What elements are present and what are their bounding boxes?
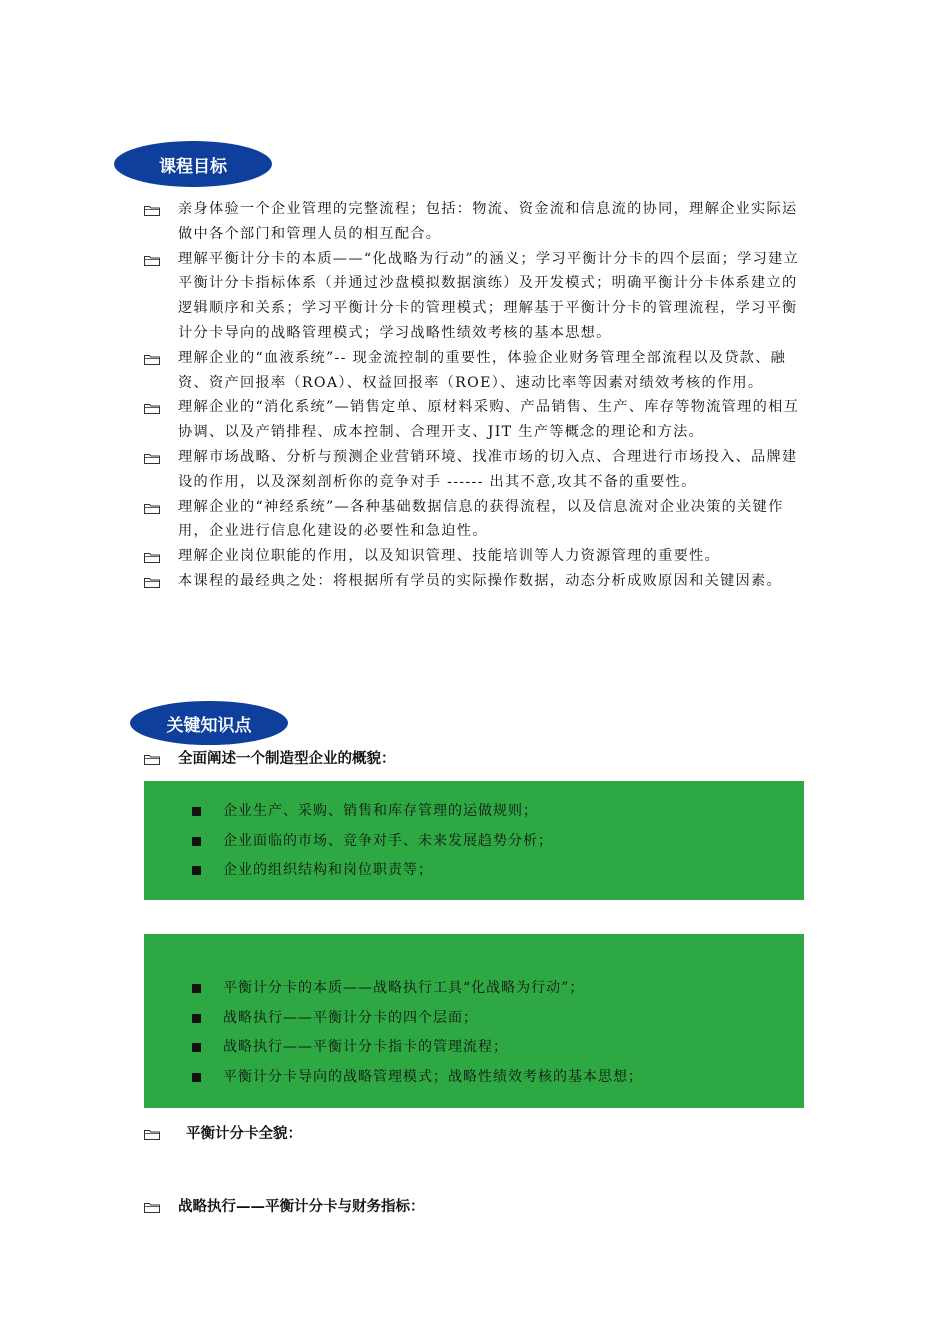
square-bullet-icon: [192, 1014, 201, 1023]
objective-item: [140, 346, 810, 396]
knowledge-heading-text: 战略执行——平衡计分卡与财务指标：: [178, 1199, 425, 1215]
bullet-text: 企业面临的市场、竞争对手、未来发展趋势分析；: [223, 832, 553, 849]
bullet-item: [144, 856, 553, 886]
objectives-list: [140, 197, 810, 594]
objective-item: [140, 544, 810, 569]
folder-icon: [144, 205, 160, 216]
objective-text: 理解企业岗位职能的作用，以及知识管理、技能培训等人力资源管理的重要性。: [178, 548, 721, 565]
objective-text: 理解市场战略、分析与预测企业营销环境、找准市场的切入点、合理进行市场投入、品牌建设的作用，以及深刻剖析你的竞争对手 ------ 出其不意,攻其不备的重要性。: [178, 448, 798, 490]
knowledge-heading-text: 平衡计分卡全貌：: [186, 1126, 302, 1142]
objective-item: [140, 197, 810, 247]
objective-item: [140, 569, 810, 594]
bullet-item: [144, 827, 553, 857]
folder-icon: [144, 1202, 160, 1213]
objective-text: 理解企业的“消化系统”—销售定单、原材料采购、产品销售、生产、库存等物流管理的相互协调、以及产销排程、成本控制、合理开支、JIT 生产等概念的理论和方法。: [178, 399, 800, 441]
knowledge-box-bsc: [144, 934, 804, 1108]
square-bullet-icon: [192, 866, 201, 875]
bullet-item: [144, 1033, 643, 1063]
bullet-text: 战略执行——平衡计分卡指卡的管理流程；: [223, 1039, 508, 1055]
knowledge-heading-text: 全面阐述一个制造型企业的概貌：: [178, 751, 396, 767]
folder-icon: [144, 577, 160, 588]
objective-text: 理解企业的“血液系统”-- 现金流控制的重要性，体验企业财务管理全部流程以及贷款、融资、资产回报率（ROA）、权益回报率（ROE）、速动比率等因素对绩效考核的作用。: [178, 349, 787, 391]
folder-icon: [144, 754, 160, 765]
folder-icon: [144, 403, 160, 414]
bullet-item: [144, 974, 643, 1004]
section-title-objectives: [114, 141, 272, 187]
bullet-item: [144, 1063, 643, 1093]
folder-icon: [144, 453, 160, 464]
section-title-knowledge: [130, 701, 288, 745]
objective-text: 本课程的最经典之处：将根据所有学员的实际操作数据，动态分析成败原因和关键因素。: [178, 572, 783, 589]
bullet-item: [144, 1004, 643, 1034]
folder-icon: [144, 1129, 160, 1140]
bullet-text: 企业生产、采购、销售和库存管理的运做规则；: [223, 803, 538, 819]
square-bullet-icon: [192, 837, 201, 846]
folder-icon: [144, 503, 160, 514]
objective-text: 亲身体验一个企业管理的完整流程；包括：物流、资金流和信息流的协同，理解企业实际运做中各个部门和管理人员的相互配合。: [178, 201, 798, 242]
bullet-text: 企业的组织结构和岗位职责等；: [223, 862, 433, 878]
objective-item: [140, 395, 810, 445]
square-bullet-icon: [192, 1073, 201, 1082]
section-title-objectives-label: 课程目标: [159, 156, 227, 177]
objective-item: [140, 495, 810, 545]
bullet-item: [144, 797, 553, 827]
folder-icon: [144, 552, 160, 563]
folder-icon: [144, 255, 160, 266]
section-title-knowledge-label: 关键知识点: [166, 715, 252, 736]
square-bullet-icon: [192, 1043, 201, 1052]
knowledge-box-enterprise: [144, 781, 804, 900]
square-bullet-icon: [192, 984, 201, 993]
objective-item: [140, 247, 810, 346]
folder-icon: [144, 354, 160, 365]
objective-text: 理解企业的“神经系统”—各种基础数据信息的获得流程，以及信息流对企业决策的关键作用，企业进行信息化建设的必要性和急迫性。: [178, 498, 784, 540]
bullet-text: 战略执行——平衡计分卡的四个层面；: [223, 1009, 478, 1026]
bullet-text: 平衡计分卡导向的战略管理模式；战略性绩效考核的基本思想；: [223, 1068, 643, 1085]
objective-item: [140, 445, 810, 495]
bullet-text: 平衡计分卡的本质——战略执行工具“化战略为行动”；: [223, 980, 585, 996]
square-bullet-icon: [192, 807, 201, 816]
objective-text: 理解平衡计分卡的本质——“化战略为行动”的涵义；学习平衡计分卡的四个层面；学习建立平衡计分卡指标体系（并通过沙盘模拟数据演练）及开发模式；明确平衡计分卡体系建立的逻辑顺序和关系；学习平衡计分卡的管理模式；理解基于平衡计分卡的管理流程，学习平衡计分卡导向的战略管理模式；学习战略性绩效考核的基本思想。: [178, 250, 800, 341]
